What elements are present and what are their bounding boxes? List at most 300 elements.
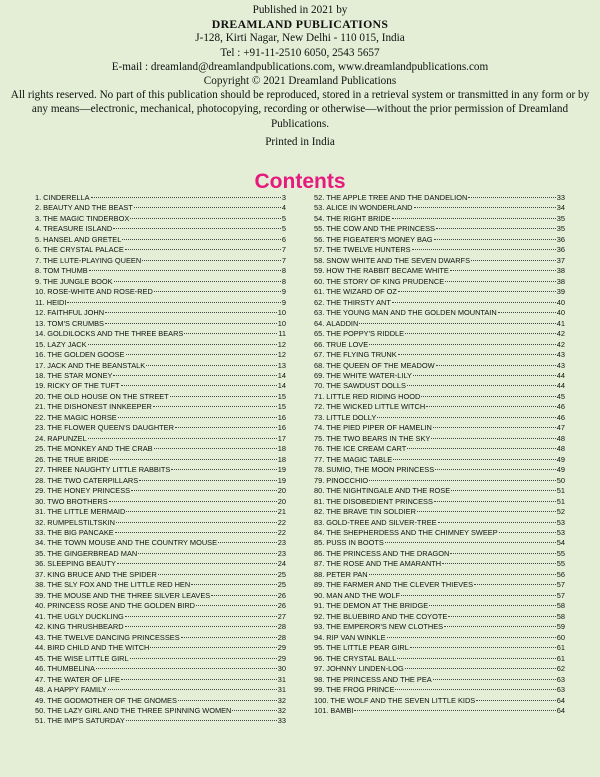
- toc-entry-number: 27.: [35, 465, 46, 475]
- toc-entry-title: ALADDIN: [326, 318, 359, 328]
- toc-entry-page: 3: [281, 193, 286, 202]
- toc-leader-dots: [89, 270, 281, 271]
- toc-entry: [35, 256, 286, 266]
- toc-entry-number: 13.: [35, 318, 46, 328]
- toc-entry-number: 67.: [314, 350, 325, 360]
- toc-entry: [314, 549, 565, 559]
- toc-entry-page: 7: [281, 245, 286, 255]
- toc-leader-dots: [122, 239, 281, 240]
- toc-entry-title: THE ICE CREAM CART: [326, 444, 407, 454]
- toc-entry-number: 18.: [35, 370, 46, 380]
- toc-entry-number: 7.: [35, 255, 42, 265]
- toc-entry-page: 34: [556, 203, 565, 213]
- toc-entry-page: 59: [556, 622, 565, 632]
- toc-entry-title: LITTLE RED RIDING HOOD: [326, 391, 421, 401]
- toc-entry-page: 36: [556, 245, 565, 255]
- toc-entry-page: 52: [556, 507, 565, 517]
- toc-leader-dots: [412, 249, 556, 250]
- toc-entry-page: 40: [556, 308, 565, 318]
- toc-leader-dots: [429, 605, 556, 606]
- toc-entry-number: 8.: [35, 266, 42, 276]
- toc-entry-number: 35.: [35, 548, 46, 558]
- toc-leader-dots: [126, 720, 277, 721]
- toc-leader-dots: [139, 480, 277, 481]
- toc-entry-page: 12: [277, 350, 286, 360]
- toc-leader-dots: [476, 700, 556, 701]
- toc-entry-title: THE MOUSE AND THE THREE SILVER LEAVES: [47, 590, 211, 600]
- toc-entry-title: LAZY JACK: [47, 339, 87, 349]
- toc-entry-page: 56: [556, 569, 565, 579]
- toc-entry: [314, 245, 565, 255]
- toc-entry-title: THE LITTLE PEAR GIRL: [326, 643, 409, 653]
- publisher-email: E-mail : dreamland@dreamlandpublications.com, www.dreamlandpublications.com: [111, 60, 489, 73]
- toc-entry-page: 15: [277, 402, 286, 412]
- toc-entry-title: SUMIO, THE MOON PRINCESS: [326, 465, 435, 475]
- toc-entry-page: 28: [277, 622, 286, 632]
- toc-entry-title: RAPUNZEL: [47, 433, 87, 443]
- toc-leader-dots: [150, 647, 276, 648]
- toc-leader-dots: [442, 563, 556, 564]
- toc-leader-dots: [401, 595, 556, 596]
- toc-entry: [35, 664, 286, 674]
- toc-entry: [35, 214, 286, 224]
- toc-entry-page: 60: [556, 632, 565, 642]
- toc-entry-number: 99.: [314, 685, 325, 695]
- toc-entry-page: 14: [277, 370, 286, 380]
- toc-leader-dots: [108, 689, 277, 690]
- toc-entry: [314, 486, 565, 496]
- toc-entry-title: THE CRYSTAL PALACE: [43, 245, 124, 255]
- toc-entry: [314, 507, 565, 517]
- toc-leader-dots: [421, 396, 555, 397]
- toc-entry-page: 58: [556, 601, 565, 611]
- toc-leader-dots: [116, 522, 277, 523]
- toc-entry-number: 22.: [35, 412, 46, 422]
- toc-leader-dots: [181, 637, 277, 638]
- toc-entry-page: 41: [556, 318, 565, 328]
- toc-entry: [314, 371, 565, 381]
- toc-entry: [35, 193, 286, 203]
- toc-entry: [35, 371, 286, 381]
- toc-entry-page: 23: [277, 548, 286, 558]
- toc-entry-title: JOHNNY LINDEN-LOG: [326, 664, 404, 674]
- toc-entry: [314, 444, 565, 454]
- toc-leader-dots: [153, 406, 277, 407]
- toc-entry: [35, 361, 286, 371]
- toc-entry: [314, 538, 565, 548]
- toc-entry: [314, 402, 565, 412]
- toc-entry-page: 45: [556, 391, 565, 401]
- toc-leader-dots: [211, 595, 277, 596]
- toc-entry: [35, 444, 286, 454]
- toc-entry-page: 28: [277, 632, 286, 642]
- toc-entry-page: 35: [556, 213, 565, 223]
- toc-entry: [314, 518, 565, 528]
- toc-entry-page: 46: [556, 402, 565, 412]
- toc-leader-dots: [113, 375, 276, 376]
- toc-entry-page: 48: [556, 433, 565, 443]
- toc-entry-page: 26: [277, 590, 286, 600]
- toc-leader-dots: [105, 312, 277, 313]
- toc-entry-page: 26: [277, 601, 286, 611]
- toc-entry-number: 78.: [314, 465, 325, 475]
- toc-entry-number: 72.: [314, 402, 325, 412]
- publisher-name: DREAMLAND PUBLICATIONS: [211, 17, 389, 32]
- toc-entry-number: 76.: [314, 444, 325, 454]
- toc-entry-title: PRINCESS ROSE AND THE GOLDEN BIRD: [47, 601, 195, 611]
- toc-entry-number: 87.: [314, 559, 325, 569]
- toc-entry-number: 42.: [35, 622, 46, 632]
- toc-entry-page: 64: [556, 695, 565, 705]
- toc-leader-dots: [110, 459, 277, 460]
- toc-entry-number: 5.: [35, 234, 42, 244]
- toc-entry-title: HEIDI: [46, 297, 67, 307]
- toc-entry-page: 47: [556, 423, 565, 433]
- toc-leader-dots: [451, 490, 556, 491]
- toc-leader-dots: [196, 605, 277, 606]
- toc-entry-number: 40.: [35, 601, 46, 611]
- toc-leader-dots: [88, 344, 277, 345]
- toc-entry-number: 31.: [35, 507, 46, 517]
- toc-entry-number: 94.: [314, 632, 325, 642]
- toc-entry-title: PINOCCHIO: [326, 475, 369, 485]
- toc-entry: [35, 392, 286, 402]
- toc-entry-number: 45.: [35, 653, 46, 663]
- toc-entry-page: 12: [277, 339, 286, 349]
- toc-entry-title: THE WIZARD OF OZ: [326, 287, 397, 297]
- toc-entry: [314, 203, 565, 213]
- toc-entry: [314, 528, 565, 538]
- toc-entry-number: 86.: [314, 548, 325, 558]
- toc-entry: [314, 580, 565, 590]
- toc-entry-title: THE GOLDEN GOOSE: [47, 350, 125, 360]
- toc-entry-number: 37.: [35, 569, 46, 579]
- toc-entry-page: 57: [556, 580, 565, 590]
- toc-leader-dots: [125, 626, 277, 627]
- toc-leader-dots: [414, 207, 556, 208]
- toc-entry-title: THE HONEY PRINCESS: [47, 486, 131, 496]
- toc-entry-number: 10.: [35, 287, 46, 297]
- toc-leader-dots: [359, 323, 555, 324]
- toc-entry: [314, 706, 565, 716]
- toc-entry-page: 10: [277, 308, 286, 318]
- toc-entry-page: 49: [556, 465, 565, 475]
- toc-leader-dots: [474, 584, 556, 585]
- toc-entry: [314, 423, 565, 433]
- toc-entry-title: THE PRINCESS AND THE PEA: [326, 674, 432, 684]
- toc-entry-number: 2.: [35, 203, 42, 213]
- toc-entry: [35, 643, 286, 653]
- toc-entry: [314, 235, 565, 245]
- toc-leader-dots: [436, 365, 556, 366]
- toc-entry-title: THE DISOBEDIENT PRINCESS: [326, 496, 433, 506]
- toc-entry-title: THE IMP'S SATURDAY: [47, 716, 125, 726]
- copyright-line: Copyright © 2021 Dreamland Publications: [203, 75, 397, 88]
- toc-leader-dots: [113, 228, 281, 229]
- toc-entry-title: THE NIGHTINGALE AND THE ROSE: [326, 486, 451, 496]
- toc-entry: [314, 413, 565, 423]
- imprint-block: [0, 0, 600, 149]
- toc-entry: [35, 381, 286, 391]
- toc-entry-number: 79.: [314, 475, 325, 485]
- toc-entry-number: 62.: [314, 297, 325, 307]
- toc-leader-dots: [67, 302, 280, 303]
- toc-entry: [35, 570, 286, 580]
- toc-entry-page: 20: [277, 486, 286, 496]
- toc-leader-dots: [445, 281, 556, 282]
- toc-entry-number: 81.: [314, 496, 325, 506]
- toc-entry: [314, 193, 565, 203]
- toc-entry-page: 37: [556, 255, 565, 265]
- toc-entry-number: 15.: [35, 339, 46, 349]
- toc-entry-page: 32: [277, 705, 286, 715]
- toc-entry: [314, 340, 565, 350]
- toc-entry-title: THE WHITE WATER-LILY: [326, 370, 412, 380]
- toc-entry: [35, 277, 286, 287]
- toc-entry-title: TOM THUMB: [43, 266, 88, 276]
- toc-entry-page: 25: [277, 580, 286, 590]
- toc-entry-number: 70.: [314, 381, 325, 391]
- toc-entry: [314, 381, 565, 391]
- toc-entry-page: 39: [556, 287, 565, 297]
- contents-heading: Contents: [254, 170, 346, 193]
- toc-entry-title: BEAUTY AND THE BEAST: [43, 203, 133, 213]
- toc-entry-title: HANSEL AND GRETEL: [43, 234, 122, 244]
- toc-entry: [314, 361, 565, 371]
- toc-entry-title: GOLD-TREE AND SILVER-TREE: [326, 517, 437, 527]
- toc-entry: [35, 308, 286, 318]
- toc-leader-dots: [117, 563, 277, 564]
- toc-entry: [314, 455, 565, 465]
- toc-entry-page: 46: [556, 412, 565, 422]
- toc-leader-dots: [191, 584, 277, 585]
- toc-entry-page: 57: [556, 590, 565, 600]
- toc-entry-number: 100.: [314, 695, 329, 705]
- toc-entry-number: 61.: [314, 287, 325, 297]
- toc-leader-dots: [115, 532, 277, 533]
- toc-entry-number: 16.: [35, 350, 46, 360]
- toc-entry-title: ROSE-WHITE AND ROSE-RED: [47, 287, 153, 297]
- toc-entry-number: 69.: [314, 370, 325, 380]
- toc-entry-number: 93.: [314, 622, 325, 632]
- toc-leader-dots: [435, 469, 556, 470]
- toc-leader-dots: [392, 302, 556, 303]
- toc-leader-dots: [142, 260, 281, 261]
- toc-leader-dots: [178, 700, 277, 701]
- toc-entry-title: THE STAR MONEY: [47, 370, 113, 380]
- toc-leader-dots: [398, 354, 556, 355]
- toc-entry-title: THE YOUNG MAN AND THE GOLDEN MOUNTAIN: [326, 308, 497, 318]
- toc-entry: [314, 622, 565, 632]
- toc-entry-page: 17: [277, 433, 286, 443]
- toc-entry: [314, 319, 565, 329]
- toc-entry: [35, 559, 286, 569]
- toc-entry: [314, 612, 565, 622]
- toc-leader-dots: [369, 344, 556, 345]
- toc-entry-page: 42: [556, 329, 565, 339]
- toc-entry-page: 29: [277, 653, 286, 663]
- toc-entry-number: 66.: [314, 339, 325, 349]
- toc-entry-number: 50.: [35, 705, 46, 715]
- toc-leader-dots: [438, 522, 556, 523]
- toc-entry-title: RICKY OF THE TUFT: [47, 381, 120, 391]
- toc-entry-title: THE TRUE BRIDE: [47, 454, 109, 464]
- toc-leader-dots: [126, 354, 277, 355]
- toc-entry-title: KING BRUCE AND THE SPIDER: [47, 569, 157, 579]
- toc-entry-number: 52.: [314, 193, 325, 202]
- toc-leader-dots: [410, 647, 556, 648]
- toc-entry-title: CINDERELLA: [43, 193, 90, 202]
- toc-entry: [314, 675, 565, 685]
- toc-entry-number: 44.: [35, 643, 46, 653]
- toc-entry-number: 63.: [314, 308, 325, 318]
- toc-leader-dots: [393, 459, 556, 460]
- toc-entry-page: 63: [556, 685, 565, 695]
- toc-entry-number: 60.: [314, 276, 325, 286]
- toc-entry-title: TWO BROTHERS: [47, 496, 108, 506]
- toc-entry: [314, 497, 565, 507]
- toc-entry-number: 84.: [314, 528, 325, 537]
- toc-entry-title: THE LITTLE MERMAID: [47, 507, 126, 517]
- toc-entry-page: 10: [277, 318, 286, 328]
- toc-leader-dots: [105, 323, 277, 324]
- toc-entry-title: THE FIGEATER'S MONEY BAG: [326, 234, 433, 244]
- toc-entry-page: 11: [278, 329, 286, 339]
- toc-leader-dots: [125, 249, 281, 250]
- toc-left-column: [35, 193, 286, 727]
- toc-entry-number: 6.: [35, 245, 42, 255]
- toc-entry-title: THE ROSE AND THE AMARANTH: [326, 559, 442, 569]
- toc-entry: [35, 476, 286, 486]
- toc-entry-page: 23: [277, 538, 286, 548]
- toc-entry-title: THE PRINCESS AND THE DRAGON: [326, 548, 450, 558]
- toc-entry-page: 21: [277, 507, 286, 517]
- toc-entry-number: 77.: [314, 454, 325, 464]
- toc-entry-page: 6: [281, 234, 286, 244]
- toc-entry: [35, 329, 286, 339]
- toc-entry-number: 26.: [35, 454, 46, 464]
- toc-leader-dots: [426, 406, 556, 407]
- toc-entry-page: 58: [556, 611, 565, 621]
- toc-entry-page: 5: [281, 213, 286, 223]
- toc-leader-dots: [417, 511, 556, 512]
- toc-entry-page: 16: [277, 423, 286, 433]
- toc-entry-title: THE OLD HOUSE ON THE STREET: [47, 391, 169, 401]
- toc-entry-page: 54: [556, 538, 565, 548]
- toc-entry-title: THE WOLF AND THE SEVEN LITTLE KIDS: [330, 695, 476, 705]
- toc-entry: [314, 591, 565, 601]
- toc-entry: [35, 622, 286, 632]
- toc-entry-number: 83.: [314, 517, 325, 527]
- toc-entry-number: 36.: [35, 559, 46, 569]
- toc-entry-title: THE FARMER AND THE CLEVER THIEVES: [326, 580, 474, 590]
- toc-entry-page: 40: [556, 297, 565, 307]
- toc-entry-number: 88.: [314, 569, 325, 579]
- toc-entry-number: 95.: [314, 643, 325, 653]
- toc-leader-dots: [369, 574, 556, 575]
- toc-entry: [35, 497, 286, 507]
- toc-entry-page: 7: [281, 255, 286, 265]
- toc-leader-dots: [125, 616, 277, 617]
- toc-entry-number: 64.: [314, 318, 325, 328]
- toc-entry: [35, 633, 286, 643]
- toc-entry-title: THE WISE LITTLE GIRL: [47, 653, 129, 663]
- toc-leader-dots: [126, 511, 276, 512]
- toc-entry-page: 19: [277, 475, 286, 485]
- toc-entry-page: 19: [277, 465, 286, 475]
- toc-entry-title: THE WICKED LITTLE WITCH: [326, 402, 426, 412]
- toc-entry-page: 48: [556, 444, 565, 454]
- toc-entry-title: THE SHEPHERDESS AND THE CHIMNEY SWEEP: [326, 528, 498, 537]
- toc-leader-dots: [130, 218, 281, 219]
- toc-entry-number: 39.: [35, 590, 46, 600]
- toc-entry-number: 17.: [35, 360, 46, 370]
- toc-leader-dots: [392, 218, 556, 219]
- toc-entry-page: 50: [556, 475, 565, 485]
- toc-entry-title: THE WATER OF LIFE: [47, 674, 120, 684]
- toc-entry: [35, 287, 286, 297]
- toc-entry-page: 51: [556, 496, 565, 506]
- toc-leader-dots: [138, 553, 277, 554]
- toc-entry-page: 64: [556, 705, 565, 715]
- toc-entry: [35, 434, 286, 444]
- toc-entry: [35, 675, 286, 685]
- toc-entry-page: 20: [277, 496, 286, 506]
- toc-entry: [314, 266, 565, 276]
- toc-entry-page: 13: [277, 360, 286, 370]
- toc-entry-title: THE TWO BEARS IN THE SKY: [326, 433, 431, 443]
- toc-entry-title: THE FLOWER QUEEN'S DAUGHTER: [47, 423, 174, 433]
- toc-leader-dots: [158, 574, 277, 575]
- toc-entry-number: 58.: [314, 255, 325, 265]
- toc-entry-number: 90.: [314, 590, 325, 600]
- toc-entry-number: 71.: [314, 391, 325, 401]
- toc-entry-title: THE TWELVE DANCING PRINCESSES: [47, 632, 180, 642]
- toc-entry-title: THE TOWN MOUSE AND THE COUNTRY MOUSE: [47, 538, 218, 548]
- toc-entry: [314, 256, 565, 266]
- toc-entry: [35, 538, 286, 548]
- toc-entry-page: 36: [556, 234, 565, 244]
- toc-entry-page: 22: [277, 528, 286, 537]
- toc-entry: [35, 235, 286, 245]
- toc-leader-dots: [434, 501, 556, 502]
- toc-entry-title: TRUE LOVE: [326, 339, 369, 349]
- toc-entry-number: 32.: [35, 517, 46, 527]
- toc-entry: [314, 570, 565, 580]
- toc-entry-title: BAMBI: [330, 705, 354, 715]
- toc-entry-title: THE LUTE-PLAYING QUEEN: [43, 255, 142, 265]
- publisher-address: J-128, Kirti Nagar, New Delhi - 110 015, India: [195, 32, 405, 45]
- toc-entry-title: SLEEPING BEAUTY: [47, 559, 116, 569]
- toc-entry-page: 51: [556, 486, 565, 496]
- toc-entry-page: 43: [556, 360, 565, 370]
- toc-entry: [35, 580, 286, 590]
- toc-entry: [35, 549, 286, 559]
- toc-entry-number: 47.: [35, 674, 46, 684]
- toc-entry-number: 56.: [314, 234, 325, 244]
- toc-entry-page: 24: [277, 559, 286, 569]
- toc-entry-title: THE GINGERBREAD MAN: [47, 548, 138, 558]
- toc-entry: [314, 298, 565, 308]
- toc-entry-number: 89.: [314, 580, 325, 590]
- toc-leader-dots: [407, 385, 556, 386]
- toc-leader-dots: [218, 542, 277, 543]
- toc-entry: [35, 298, 286, 308]
- toc-leader-dots: [407, 448, 556, 449]
- publisher-telephone: Tel : +91-11-2510 6050, 2543 5657: [220, 46, 380, 59]
- toc-entry-title: RIP VAN WINKLE: [326, 632, 386, 642]
- toc-entry-number: 91.: [314, 601, 325, 611]
